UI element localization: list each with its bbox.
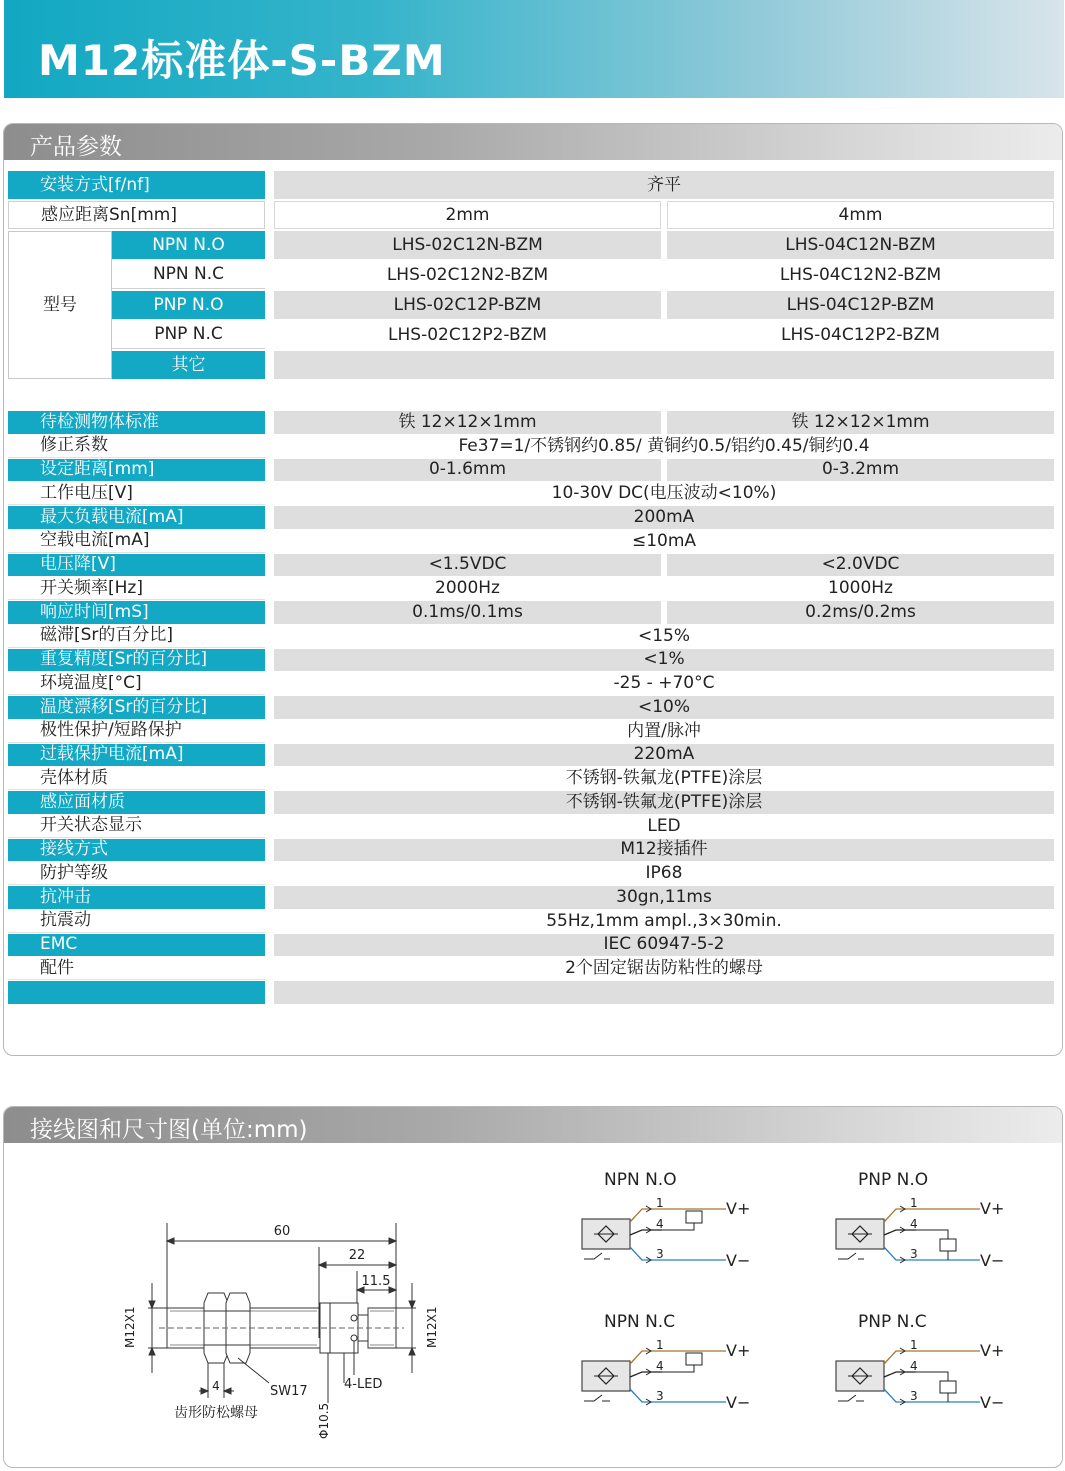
spec-label: 环境温度[°C] xyxy=(8,672,265,695)
spec-value: 内置/脉冲 xyxy=(274,720,1054,743)
spec-label: 待检测物体标准 xyxy=(8,411,265,434)
load-wire xyxy=(662,1365,694,1372)
model-type-npn-nc: NPN N.C xyxy=(112,261,265,289)
spec-label: 极性保护/短路保护 xyxy=(8,720,265,743)
distance-2mm: 2mm xyxy=(274,201,661,229)
wiring-title: NPN N.C xyxy=(604,1312,676,1332)
wire-3-blue xyxy=(630,1389,726,1402)
spec-label: 配件 xyxy=(8,957,265,980)
model-label xyxy=(8,231,112,379)
model-type-pnp-no: PNP N.O xyxy=(112,291,265,319)
wiring-diagram-npn-no xyxy=(576,1167,776,1297)
spec-label: 开关状态显示 xyxy=(8,815,265,838)
spec-value: 0.1ms/0.1ms xyxy=(274,601,661,624)
model-04-npn-nc: LHS-04C12N2-BZM xyxy=(667,261,1054,289)
model-04-pnp-no: LHS-04C12P-BZM xyxy=(667,291,1054,319)
params-section-title: 产品参数 xyxy=(30,134,122,160)
load-resistor xyxy=(686,1211,702,1223)
spec-label: 接线方式 xyxy=(8,839,265,862)
wiring-section-title xyxy=(30,1111,308,1144)
model-02-pnp-nc: LHS-02C12P2-BZM xyxy=(274,321,661,349)
mount-label: 安装方式[f/nf] xyxy=(8,171,265,199)
pin-number: 3 xyxy=(910,1389,918,1403)
page-title: M12标准体-S-BZM xyxy=(38,36,446,85)
dim-plug-length: 11.5 xyxy=(361,1274,391,1289)
pin-number: 3 xyxy=(656,1389,664,1403)
spec-value: M12接插件 xyxy=(274,839,1054,862)
spec-label xyxy=(8,981,265,1004)
spec-value: 220mA xyxy=(274,744,1054,767)
model-type-npn-no: NPN N.O xyxy=(112,231,265,259)
model-type-pnp-nc: PNP N.C xyxy=(112,321,265,349)
dim-led: 4-LED xyxy=(344,1377,383,1392)
wiring-title: PNP N.O xyxy=(858,1170,929,1190)
wiring-title: NPN N.O xyxy=(604,1170,677,1190)
wire-1-brown xyxy=(630,1351,726,1364)
load-resistor xyxy=(686,1353,702,1365)
switch-symbol xyxy=(838,1253,864,1259)
spec-value: 10-30V DC(电压波动<10%) xyxy=(274,482,1054,505)
model-type-other: 其它 xyxy=(112,351,265,379)
spec-label: 电压降[V] xyxy=(8,554,265,577)
spec-value: 30gn,11ms xyxy=(274,886,1054,909)
pin-number: 1 xyxy=(656,1196,664,1210)
load-wire xyxy=(916,1230,948,1239)
spec-label: 重复精度[Sr的百分比] xyxy=(8,649,265,672)
pin-number: 1 xyxy=(910,1196,918,1210)
v-minus-label: V− xyxy=(980,1393,1005,1412)
spec-label: 开关频率[Hz] xyxy=(8,577,265,600)
spec-label: 感应面材质 xyxy=(8,791,265,814)
model-02-pnp-no: LHS-02C12P-BZM xyxy=(274,291,661,319)
spec-label: 抗冲击 xyxy=(8,886,265,909)
wire-1-brown xyxy=(630,1209,726,1222)
dim-thread-length: 22 xyxy=(348,1248,366,1263)
v-plus-label: V+ xyxy=(980,1199,1005,1218)
pin-number: 1 xyxy=(910,1338,918,1352)
spec-value: 0-1.6mm xyxy=(274,459,661,482)
spec-value: 铁 12×12×1mm xyxy=(667,411,1054,434)
pin-number: 4 xyxy=(656,1359,664,1373)
pin-number: 4 xyxy=(910,1359,918,1373)
spec-value: 铁 12×12×1mm xyxy=(274,411,661,434)
load-resistor xyxy=(940,1381,956,1393)
wiring-section xyxy=(3,1106,1063,1468)
spec-label: 壳体材质 xyxy=(8,767,265,790)
switch-symbol xyxy=(584,1253,610,1259)
mount-value: 齐平 xyxy=(274,171,1054,199)
v-plus-label: V+ xyxy=(726,1199,751,1218)
spec-label: 防护等级 xyxy=(8,862,265,885)
dim-diameter: Φ10.5 xyxy=(317,1402,331,1439)
pin-number: 3 xyxy=(910,1247,918,1261)
dim-thread-left: M12X1 xyxy=(123,1306,137,1348)
load-wire xyxy=(916,1372,948,1381)
spec-value: Fe37=1/不锈钢约0.85/ 黄铜约0.5/铝约0.45/铜约0.4 xyxy=(274,435,1054,458)
spec-value: 0.2ms/0.2ms xyxy=(667,601,1054,624)
spec-label: 空载电流[mA] xyxy=(8,530,265,553)
v-plus-label: V+ xyxy=(726,1341,751,1360)
spec-value: <2.0VDC xyxy=(667,554,1054,577)
spec-label: 设定距离[mm] xyxy=(8,459,265,482)
spec-label: 过载保护电流[mA] xyxy=(8,744,265,767)
spec-value: <10% xyxy=(274,696,1054,719)
spec-value: IEC 60947-5-2 xyxy=(274,934,1054,957)
spec-value: 2000Hz xyxy=(274,577,661,600)
switch-symbol xyxy=(838,1395,864,1401)
params-section xyxy=(3,123,1063,1056)
spec-label: 最大负载电流[mA] xyxy=(8,506,265,529)
spec-value: 0-3.2mm xyxy=(667,459,1054,482)
model-02-npn-no: LHS-02C12N-BZM xyxy=(274,231,661,259)
dim-total-length: 60 xyxy=(273,1224,291,1239)
spec-label: 抗震动 xyxy=(8,910,265,933)
v-minus-label: V− xyxy=(726,1393,751,1412)
spec-label: 工作电压[V] xyxy=(8,482,265,505)
spec-value: 55Hz,1mm ampl.,3×30min. xyxy=(274,910,1054,933)
model-04-pnp-nc: LHS-04C12P2-BZM xyxy=(667,321,1054,349)
spec-value: <15% xyxy=(274,625,1054,648)
v-plus-label: V+ xyxy=(980,1341,1005,1360)
pin-number: 4 xyxy=(656,1217,664,1231)
switch-symbol xyxy=(584,1395,610,1401)
wire-3-blue xyxy=(884,1247,980,1260)
wiring-title-main: 接线图和尺寸图 xyxy=(30,1117,191,1143)
load-wire xyxy=(662,1223,694,1230)
spec-label: EMC xyxy=(8,934,265,957)
wiring-diagram-pnp-no xyxy=(830,1167,1030,1297)
spec-label: 温度漂移[Sr的百分比] xyxy=(8,696,265,719)
spec-value: <1.5VDC xyxy=(274,554,661,577)
dim-nut-thickness: 4 xyxy=(212,1379,220,1393)
spec-value: IP68 xyxy=(274,862,1054,885)
params-section-bar xyxy=(4,124,1062,160)
dim-nut-caption: 齿形防松螺母 xyxy=(174,1405,258,1421)
wire-3-blue xyxy=(884,1389,980,1402)
spec-value xyxy=(274,981,1054,1004)
v-minus-label: V− xyxy=(980,1251,1005,1270)
page-header xyxy=(4,0,1064,98)
v-minus-label: V− xyxy=(726,1251,751,1270)
pin-number: 1 xyxy=(656,1338,664,1352)
spec-label: 磁滞[Sr的百分比] xyxy=(8,625,265,648)
dim-thread-right: M12X1 xyxy=(425,1306,439,1348)
wire-3-blue xyxy=(630,1247,726,1260)
spec-value: <1% xyxy=(274,649,1054,672)
spec-value: LED xyxy=(274,815,1054,838)
spec-value: 2个固定锯齿防粘性的螺母 xyxy=(274,957,1054,980)
spec-value: 1000Hz xyxy=(667,577,1054,600)
wiring-title-unit: (单位:mm) xyxy=(191,1117,308,1143)
wiring-diagram-npn-nc xyxy=(576,1309,776,1439)
model-other-value xyxy=(274,351,1054,379)
spec-value: 不锈钢-铁氟龙(PTFE)涂层 xyxy=(274,791,1054,814)
spec-value: -25 - +70°C xyxy=(274,672,1054,695)
model-label-text: 型号 xyxy=(43,294,77,315)
wire-1-brown xyxy=(884,1209,980,1222)
spec-label: 响应时间[mS] xyxy=(8,601,265,624)
wiring-diagram-pnp-nc xyxy=(830,1309,1030,1439)
distance-4mm: 4mm xyxy=(667,201,1054,229)
dimension-drawing xyxy=(104,1143,564,1463)
load-resistor xyxy=(940,1239,956,1251)
model-04-npn-no: LHS-04C12N-BZM xyxy=(667,231,1054,259)
wiring-section-bar xyxy=(4,1107,1062,1143)
model-02-npn-nc: LHS-02C12N2-BZM xyxy=(274,261,661,289)
spec-value: ≤10mA xyxy=(274,530,1054,553)
spec-label: 修正系数 xyxy=(8,435,265,458)
wire-1-brown xyxy=(884,1351,980,1364)
dim-wrench-size: SW17 xyxy=(270,1384,308,1399)
distance-label: 感应距离Sn[mm] xyxy=(8,201,265,229)
spec-value: 不锈钢-铁氟龙(PTFE)涂层 xyxy=(274,767,1054,790)
wiring-title: PNP N.C xyxy=(858,1312,927,1332)
pin-number: 4 xyxy=(910,1217,918,1231)
pin-number: 3 xyxy=(656,1247,664,1261)
spec-value: 200mA xyxy=(274,506,1054,529)
